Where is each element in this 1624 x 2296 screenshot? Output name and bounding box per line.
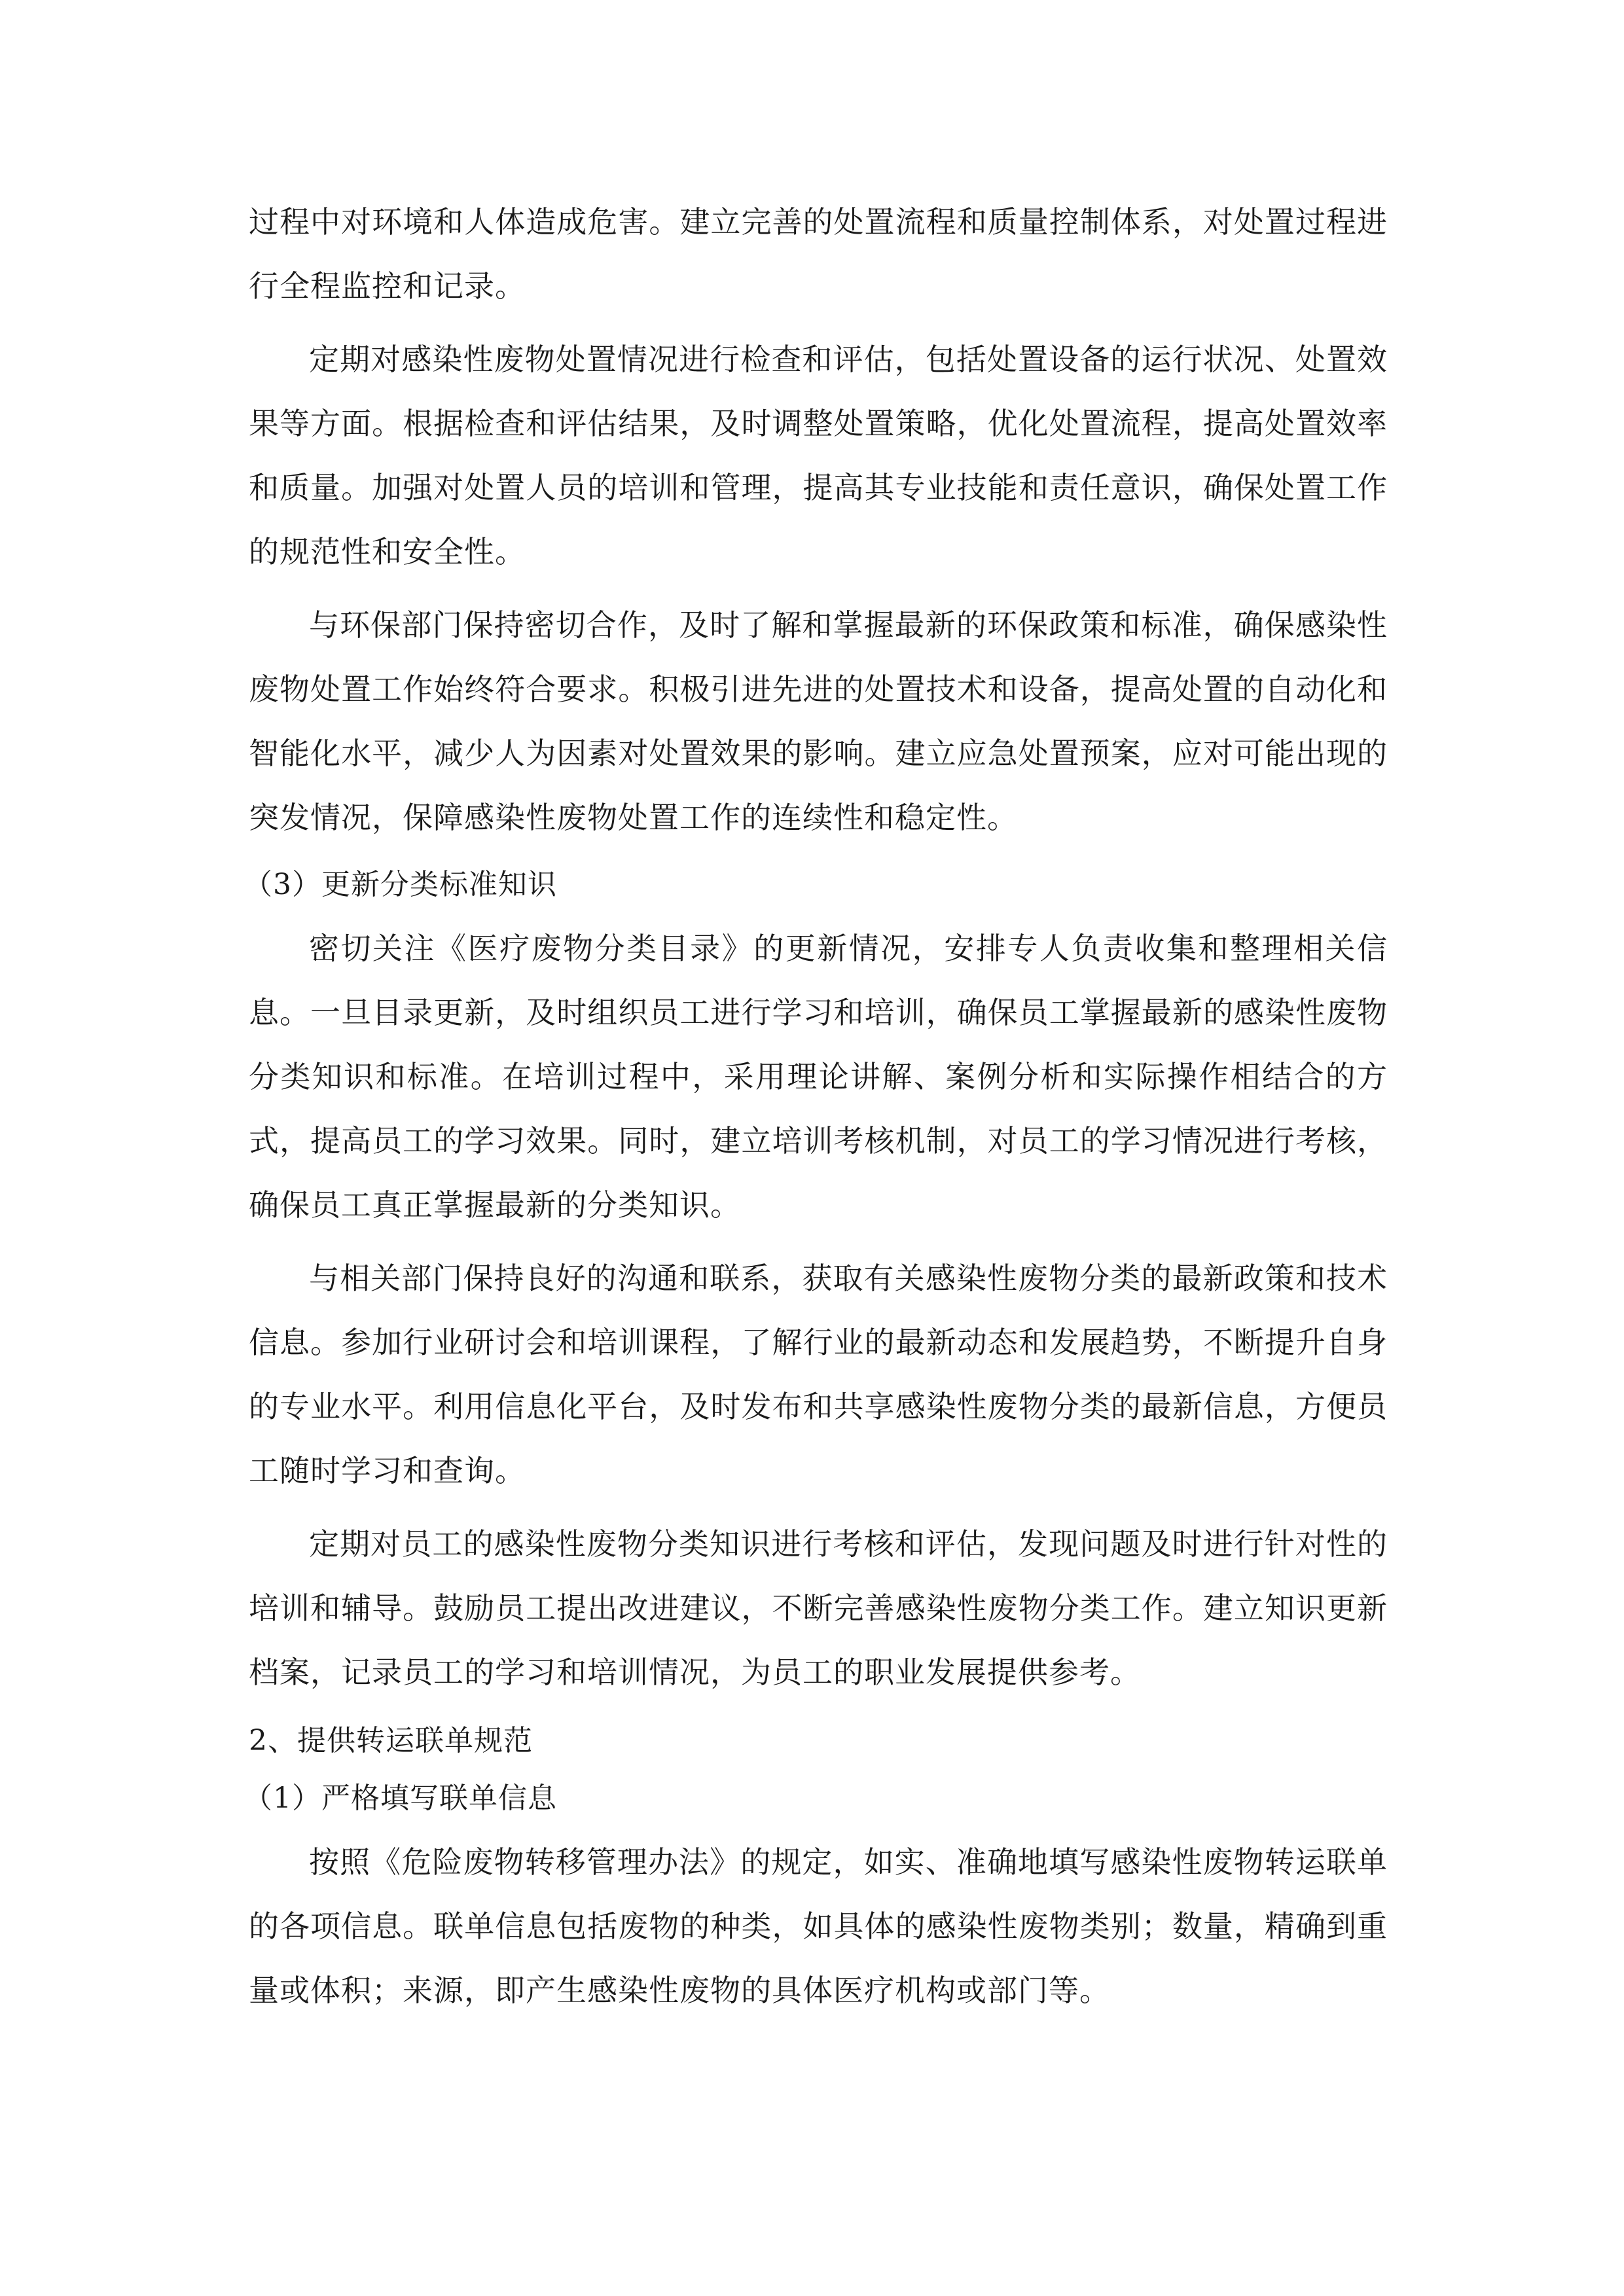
paragraph-manifest-info: 按照《危险废物转移管理办法》的规定，如实、准确地填写感染性废物转运联单的各项信息。联单信息包括废物的种类，如具体的感染性废物类别；数量，精确到重量或体积；来源，即产生感染性废物的具体医疗机构或部门等。 <box>249 1844 1388 2008</box>
paragraph-environmental-cooperation: 与环保部门保持密切合作，及时了解和掌握最新的环保政策和标准，确保感染性废物处置工作始终符合要求。积极引进先进的处置技术和设备，提高处置的自动化和智能化水平，减少人为因素对处置效果的影响。建立应急处置预案，应对可能出现的突发情况，保障感染性废物处置工作的连续性和稳定性。 <box>249 607 1388 835</box>
paragraph-assessment: 定期对员工的感染性废物分类知识进行考核和评估，发现问题及时进行针对性的培训和辅导。鼓励员工提出改进建议，不断完善感染性废物分类工作。建立知识更新档案，记录员工的学习和培训情况，为员工的职业发展提供参考。 <box>249 1526 1388 1690</box>
paragraph-communication: 与相关部门保持良好的沟通和联系，获取有关感染性废物分类的最新政策和技术信息。参加行业研讨会和培训课程，了解行业的最新动态和发展趋势，不断提升自身的专业水平。利用信息化平台，及时发布和共享感染性废物分类的最新信息，方便员工随时学习和查询。 <box>249 1261 1388 1488</box>
paragraph-disposal-evaluation: 定期对感染性废物处置情况进行检查和评估，包括处置设备的运行状况、处置效果等方面。根据检查和评估结果，及时调整处置策略，优化处置流程，提高处置效率和质量。加强对处置人员的培训和管理，提高其专业技能和责任意识，确保处置工作的规范性和安全性。 <box>249 342 1388 569</box>
document-body <box>244 190 1388 2032</box>
paragraph-disposal-process: 过程中对环境和人体造成危害。建立完善的处置流程和质量控制体系，对处置过程进行全程监控和记录。 <box>249 204 1388 304</box>
section-heading-transfer-manifest: 2、提供转运联单规范 <box>249 1724 533 1757</box>
section-heading-fill-manifest: （1）严格填写联单信息 <box>244 1782 557 1815</box>
section-heading-update-classification: （3）更新分类标准知识 <box>244 868 557 901</box>
paragraph-catalog-updates: 密切关注《医疗废物分类目录》的更新情况，安排专人负责收集和整理相关信息。一旦目录更新，及时组织员工进行学习和培训，确保员工掌握最新的感染性废物分类知识和标准。在培训过程中，采用理论讲解、案例分析和实际操作相结合的方式，提高员工的学习效果。同时，建立培训考核机制，对员工的学习情况进行考核，确保员工真正掌握最新的分类知识。 <box>249 931 1388 1223</box>
